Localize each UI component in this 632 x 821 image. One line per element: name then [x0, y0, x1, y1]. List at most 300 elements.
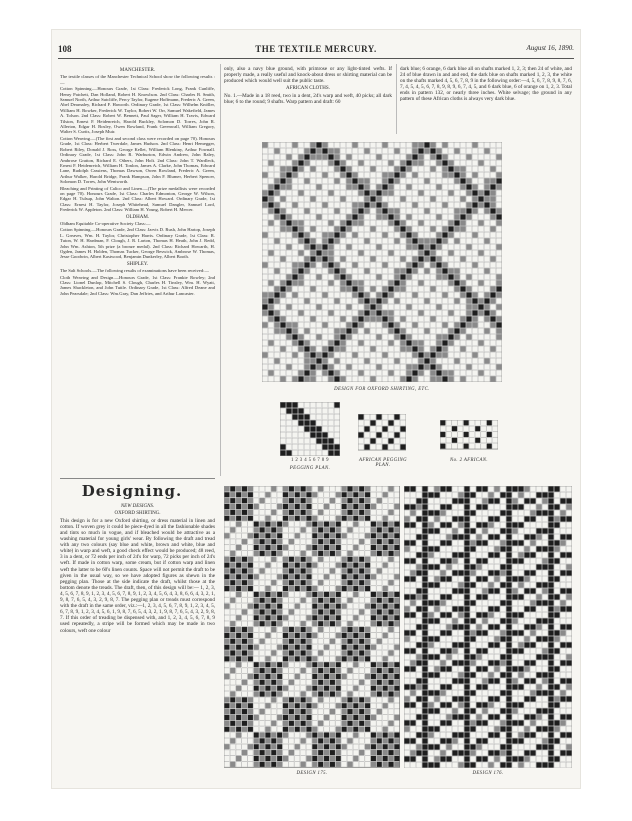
- weave-cell: [394, 727, 399, 732]
- weave-cell: [342, 633, 347, 638]
- weave-cell: [370, 426, 375, 431]
- weave-cell: [488, 630, 493, 635]
- weave-cell: [416, 642, 421, 647]
- weave-cell: [328, 148, 333, 153]
- weave-cell: [458, 678, 463, 683]
- weave-cell: [310, 316, 315, 321]
- weave-cell: [370, 148, 375, 153]
- weave-cell: [394, 334, 399, 339]
- weave-cell: [330, 738, 335, 743]
- weave-cell: [352, 328, 357, 333]
- weave-cell: [440, 726, 445, 731]
- weave-cell: [436, 298, 441, 303]
- weave-cell: [224, 732, 229, 737]
- weave-cell: [560, 738, 565, 743]
- weave-cell: [400, 226, 405, 231]
- weave-cell: [548, 744, 553, 749]
- weave-cell: [300, 574, 305, 579]
- weave-cell: [518, 720, 523, 725]
- weave-cell: [224, 510, 229, 515]
- weave-cell: [371, 680, 376, 685]
- weave-cell: [494, 618, 499, 623]
- weave-cell: [422, 636, 427, 641]
- weave-cell: [365, 686, 370, 691]
- weave-cell: [242, 715, 247, 720]
- weave-cell: [560, 564, 565, 569]
- weave-cell: [336, 674, 341, 679]
- weave-cell: [236, 738, 241, 743]
- weave-cell: [469, 432, 474, 437]
- weave-cell: [448, 166, 453, 171]
- weave-cell: [566, 702, 571, 707]
- weave-cell: [478, 244, 483, 249]
- weave-cell: [566, 648, 571, 653]
- weave-cell: [524, 552, 529, 557]
- weave-cell: [283, 721, 288, 726]
- weave-cell: [424, 262, 429, 267]
- weave-cell: [268, 358, 273, 363]
- weave-cell: [358, 352, 363, 357]
- weave-cell: [484, 190, 489, 195]
- weave-cell: [478, 220, 483, 225]
- weave-cell: [254, 598, 259, 603]
- weave-cell: [566, 564, 571, 569]
- weave-cell: [496, 310, 501, 315]
- weave-cell: [542, 606, 547, 611]
- weave-cell: [518, 708, 523, 713]
- weave-cell: [518, 522, 523, 527]
- weave-cell: [512, 522, 517, 527]
- weave-cell: [242, 709, 247, 714]
- weave-cell: [506, 624, 511, 629]
- weave-cell: [554, 756, 559, 761]
- weave-cell: [500, 636, 505, 641]
- weave-cell: [316, 322, 321, 327]
- weave-cell: [365, 668, 370, 673]
- weave-cell: [312, 498, 317, 503]
- weave-cell: [295, 686, 300, 691]
- weave-cell: [506, 726, 511, 731]
- weave-cell: [376, 358, 381, 363]
- weave-cell: [548, 624, 553, 629]
- weave-cell: [277, 574, 282, 579]
- weave-cell: [353, 510, 358, 515]
- weave-cell: [318, 545, 323, 550]
- weave-cell: [370, 226, 375, 231]
- weave-cell: [560, 720, 565, 725]
- weave-cell: [383, 498, 388, 503]
- weave-cell: [500, 546, 505, 551]
- weave-cell: [254, 633, 259, 638]
- weave-cell: [340, 352, 345, 357]
- weave-cell: [530, 666, 535, 671]
- weave-cell: [318, 598, 323, 603]
- weave-cell: [493, 444, 498, 449]
- weave-cell: [306, 586, 311, 591]
- weave-cell: [371, 691, 376, 696]
- weave-cell: [554, 648, 559, 653]
- weave-cell: [283, 609, 288, 614]
- weave-cell: [328, 142, 333, 147]
- weave-cell: [428, 522, 433, 527]
- weave-cell: [548, 684, 553, 689]
- weave-cell: [265, 744, 270, 749]
- weave-cell: [548, 654, 553, 659]
- weave-cell: [306, 516, 311, 521]
- weave-cell: [412, 262, 417, 267]
- weave-cell: [394, 286, 399, 291]
- weave-cell: [394, 562, 399, 567]
- weave-cell: [464, 750, 469, 755]
- weave-cell: [346, 178, 351, 183]
- weave-cell: [306, 686, 311, 691]
- weave-cell: [566, 636, 571, 641]
- weave-cell: [388, 202, 393, 207]
- weave-cell: [446, 582, 451, 587]
- weave-cell: [298, 376, 303, 381]
- weave-cell: [412, 142, 417, 147]
- weave-cell: [478, 262, 483, 267]
- weave-cell: [446, 762, 451, 767]
- weave-cell: [452, 708, 457, 713]
- weave-cell: [328, 322, 333, 327]
- weave-cell: [364, 444, 369, 449]
- weave-cell: [364, 376, 369, 381]
- weave-cell: [322, 426, 327, 431]
- weave-cell: [524, 528, 529, 533]
- weave-cell: [482, 636, 487, 641]
- weave-cell: [470, 588, 475, 593]
- weave-cell: [524, 696, 529, 701]
- weave-cell: [406, 370, 411, 375]
- weave-cell: [277, 580, 282, 585]
- weave-cell: [365, 557, 370, 562]
- weave-cell: [388, 438, 393, 443]
- weave-cell: [458, 606, 463, 611]
- weave-cell: [330, 750, 335, 755]
- weave-cell: [295, 498, 300, 503]
- weave-cell: [306, 615, 311, 620]
- weave-cell: [289, 586, 294, 591]
- page-number: 108: [58, 44, 72, 54]
- weave-cell: [512, 660, 517, 665]
- weave-cell: [359, 516, 364, 521]
- weave-cell: [358, 298, 363, 303]
- weave-cell: [434, 486, 439, 491]
- weave-cell: [286, 346, 291, 351]
- weave-cell: [412, 202, 417, 207]
- weave-cell: [464, 636, 469, 641]
- weave-cell: [283, 709, 288, 714]
- weave-cell: [530, 738, 535, 743]
- weave-cell: [466, 154, 471, 159]
- weave-cell: [376, 208, 381, 213]
- weave-cell: [418, 190, 423, 195]
- weave-cell: [336, 721, 341, 726]
- weave-cell: [292, 292, 297, 297]
- weave-cell: [404, 564, 409, 569]
- weave-cell: [394, 280, 399, 285]
- weave-cell: [458, 642, 463, 647]
- weave-cell: [289, 662, 294, 667]
- weave-cell: [353, 656, 358, 661]
- weave-cell: [430, 316, 435, 321]
- weave-cell: [353, 662, 358, 667]
- weave-cell: [271, 627, 276, 632]
- weave-cell: [365, 551, 370, 556]
- weave-cell: [436, 190, 441, 195]
- weave-cell: [340, 172, 345, 177]
- weave-cell: [400, 340, 405, 345]
- weave-cell: [536, 522, 541, 527]
- weave-cell: [560, 486, 565, 491]
- weave-cell: [283, 738, 288, 743]
- newspaper-page: [52, 30, 580, 788]
- weave-cell: [476, 648, 481, 653]
- weave-cell: [347, 656, 352, 661]
- weave-cell: [230, 521, 235, 526]
- weave-cell: [388, 756, 393, 761]
- weave-cell: [476, 684, 481, 689]
- weave-cell: [446, 606, 451, 611]
- weave-cell: [406, 310, 411, 315]
- weave-cell: [292, 346, 297, 351]
- weave-cell: [295, 568, 300, 573]
- weave-cell: [371, 551, 376, 556]
- weave-cell: [518, 624, 523, 629]
- weave-cell: [490, 346, 495, 351]
- weave-cell: [458, 552, 463, 557]
- weave-cell: [280, 364, 285, 369]
- weave-cell: [458, 654, 463, 659]
- weave-cell: [506, 720, 511, 725]
- weave-cell: [271, 633, 276, 638]
- weave-cell: [388, 633, 393, 638]
- weave-cell: [377, 650, 382, 655]
- weave-cell: [277, 697, 282, 702]
- weave-cell: [306, 551, 311, 556]
- weave-cell: [476, 576, 481, 581]
- weave-cell: [475, 444, 480, 449]
- weave-cell: [488, 594, 493, 599]
- weave-cell: [566, 678, 571, 683]
- weave-cell: [289, 498, 294, 503]
- weave-cell: [280, 420, 285, 425]
- weave-cell: [487, 426, 492, 431]
- weave-cell: [548, 510, 553, 515]
- weave-cell: [512, 648, 517, 653]
- weave-cell: [404, 636, 409, 641]
- weave-cell: [434, 624, 439, 629]
- weave-cell: [500, 612, 505, 617]
- weave-cell: [300, 533, 305, 538]
- weave-cell: [484, 184, 489, 189]
- weave-cell: [506, 738, 511, 743]
- weave-cell: [295, 574, 300, 579]
- weave-cell: [248, 633, 253, 638]
- weave-cell: [318, 674, 323, 679]
- weave-cell: [506, 684, 511, 689]
- weave-cell: [292, 238, 297, 243]
- weave-cell: [482, 498, 487, 503]
- weave-cell: [442, 262, 447, 267]
- weave-cell: [377, 568, 382, 573]
- weave-cell: [418, 292, 423, 297]
- weave-cell: [346, 328, 351, 333]
- weave-cell: [466, 352, 471, 357]
- weave-cell: [370, 310, 375, 315]
- weave-cell: [554, 582, 559, 587]
- weave-cell: [481, 432, 486, 437]
- weave-cell: [347, 680, 352, 685]
- weave-cell: [371, 498, 376, 503]
- weave-cell: [412, 208, 417, 213]
- weave-cell: [277, 674, 282, 679]
- weave-cell: [428, 600, 433, 605]
- weave-cell: [422, 648, 427, 653]
- weave-cell: [365, 527, 370, 532]
- weave-cell: [566, 738, 571, 743]
- weave-cell: [254, 645, 259, 650]
- weave-cell: [454, 310, 459, 315]
- weave-cell: [436, 346, 441, 351]
- weave-cell: [500, 696, 505, 701]
- weave-cell: [300, 650, 305, 655]
- weave-cell: [424, 256, 429, 261]
- weave-cell: [377, 721, 382, 726]
- weave-cell: [359, 680, 364, 685]
- weave-cell: [487, 444, 492, 449]
- weave-cell: [353, 621, 358, 626]
- weave-cell: [300, 545, 305, 550]
- weave-cell: [566, 570, 571, 575]
- weave-cell: [506, 744, 511, 749]
- weave-cell: [436, 166, 441, 171]
- weave-cell: [548, 756, 553, 761]
- weave-cell: [230, 762, 235, 767]
- weave-cell: [493, 432, 498, 437]
- weave-cell: [422, 678, 427, 683]
- weave-cell: [512, 726, 517, 731]
- weave-cell: [300, 504, 305, 509]
- weave-cell: [286, 172, 291, 177]
- weave-cell: [334, 358, 339, 363]
- weave-cell: [554, 492, 559, 497]
- weave-cell: [446, 618, 451, 623]
- weave-cell: [388, 744, 393, 749]
- weave-cell: [566, 726, 571, 731]
- weave-cell: [280, 292, 285, 297]
- weave-cell: [424, 292, 429, 297]
- weave-cell: [460, 310, 465, 315]
- weave-cell: [322, 304, 327, 309]
- weave-cell: [424, 238, 429, 243]
- weave-cell: [412, 364, 417, 369]
- weave-cell: [382, 244, 387, 249]
- weave-cell: [542, 630, 547, 635]
- weave-cell: [494, 486, 499, 491]
- weave-cell: [365, 732, 370, 737]
- weave-cell: [548, 720, 553, 725]
- weave-cell: [542, 708, 547, 713]
- weave-cell: [318, 574, 323, 579]
- weave-cell: [424, 328, 429, 333]
- weave-cell: [336, 527, 341, 532]
- weave-cell: [242, 527, 247, 532]
- weave-cell: [428, 564, 433, 569]
- weave-cell: [472, 184, 477, 189]
- weave-cell: [488, 534, 493, 539]
- weave-cell: [318, 727, 323, 732]
- weave-cell: [318, 615, 323, 620]
- weave-cell: [394, 232, 399, 237]
- weave-cell: [271, 662, 276, 667]
- weave-cell: [470, 486, 475, 491]
- weave-cell: [265, 598, 270, 603]
- weave-cell: [347, 586, 352, 591]
- weave-cell: [377, 621, 382, 626]
- weave-cell: [383, 639, 388, 644]
- weave-cell: [428, 762, 433, 767]
- weave-cell: [248, 557, 253, 562]
- weave-cell: [442, 268, 447, 273]
- weave-cell: [566, 516, 571, 521]
- weave-cell: [548, 678, 553, 683]
- weave-cell: [312, 668, 317, 673]
- weave-cell: [298, 274, 303, 279]
- weave-cell: [536, 600, 541, 605]
- weave-cell: [322, 160, 327, 165]
- weave-cell: [512, 600, 517, 605]
- weave-cell: [482, 516, 487, 521]
- weave-cell: [259, 680, 264, 685]
- weave-cell: [336, 650, 341, 655]
- weave-cell: [464, 714, 469, 719]
- weave-cell: [376, 352, 381, 357]
- weave-cell: [548, 486, 553, 491]
- weave-cell: [254, 568, 259, 573]
- weave-cell: [548, 552, 553, 557]
- weave-cell: [274, 310, 279, 315]
- weave-cell: [488, 720, 493, 725]
- weave-cell: [310, 262, 315, 267]
- weave-cell: [406, 328, 411, 333]
- weave-cell: [324, 527, 329, 532]
- weave-cell: [330, 586, 335, 591]
- weave-cell: [482, 630, 487, 635]
- column-2-text: [224, 66, 392, 136]
- weave-cell: [466, 238, 471, 243]
- weave-cell: [322, 250, 327, 255]
- weave-cell: [236, 486, 241, 491]
- weave-cell: [371, 486, 376, 491]
- weave-cell: [224, 756, 229, 761]
- weave-cell: [376, 322, 381, 327]
- weave-cell: [248, 674, 253, 679]
- weave-cell: [470, 606, 475, 611]
- weave-cell: [352, 214, 357, 219]
- weave-cell: [304, 328, 309, 333]
- weave-cell: [542, 516, 547, 521]
- weave-cell: [452, 600, 457, 605]
- weave-cell: [460, 226, 465, 231]
- weave-cell: [442, 298, 447, 303]
- weave-cell: [454, 202, 459, 207]
- weave-cell: [524, 756, 529, 761]
- weave-cell: [377, 715, 382, 720]
- weave-cell: [295, 604, 300, 609]
- weave-cell: [328, 292, 333, 297]
